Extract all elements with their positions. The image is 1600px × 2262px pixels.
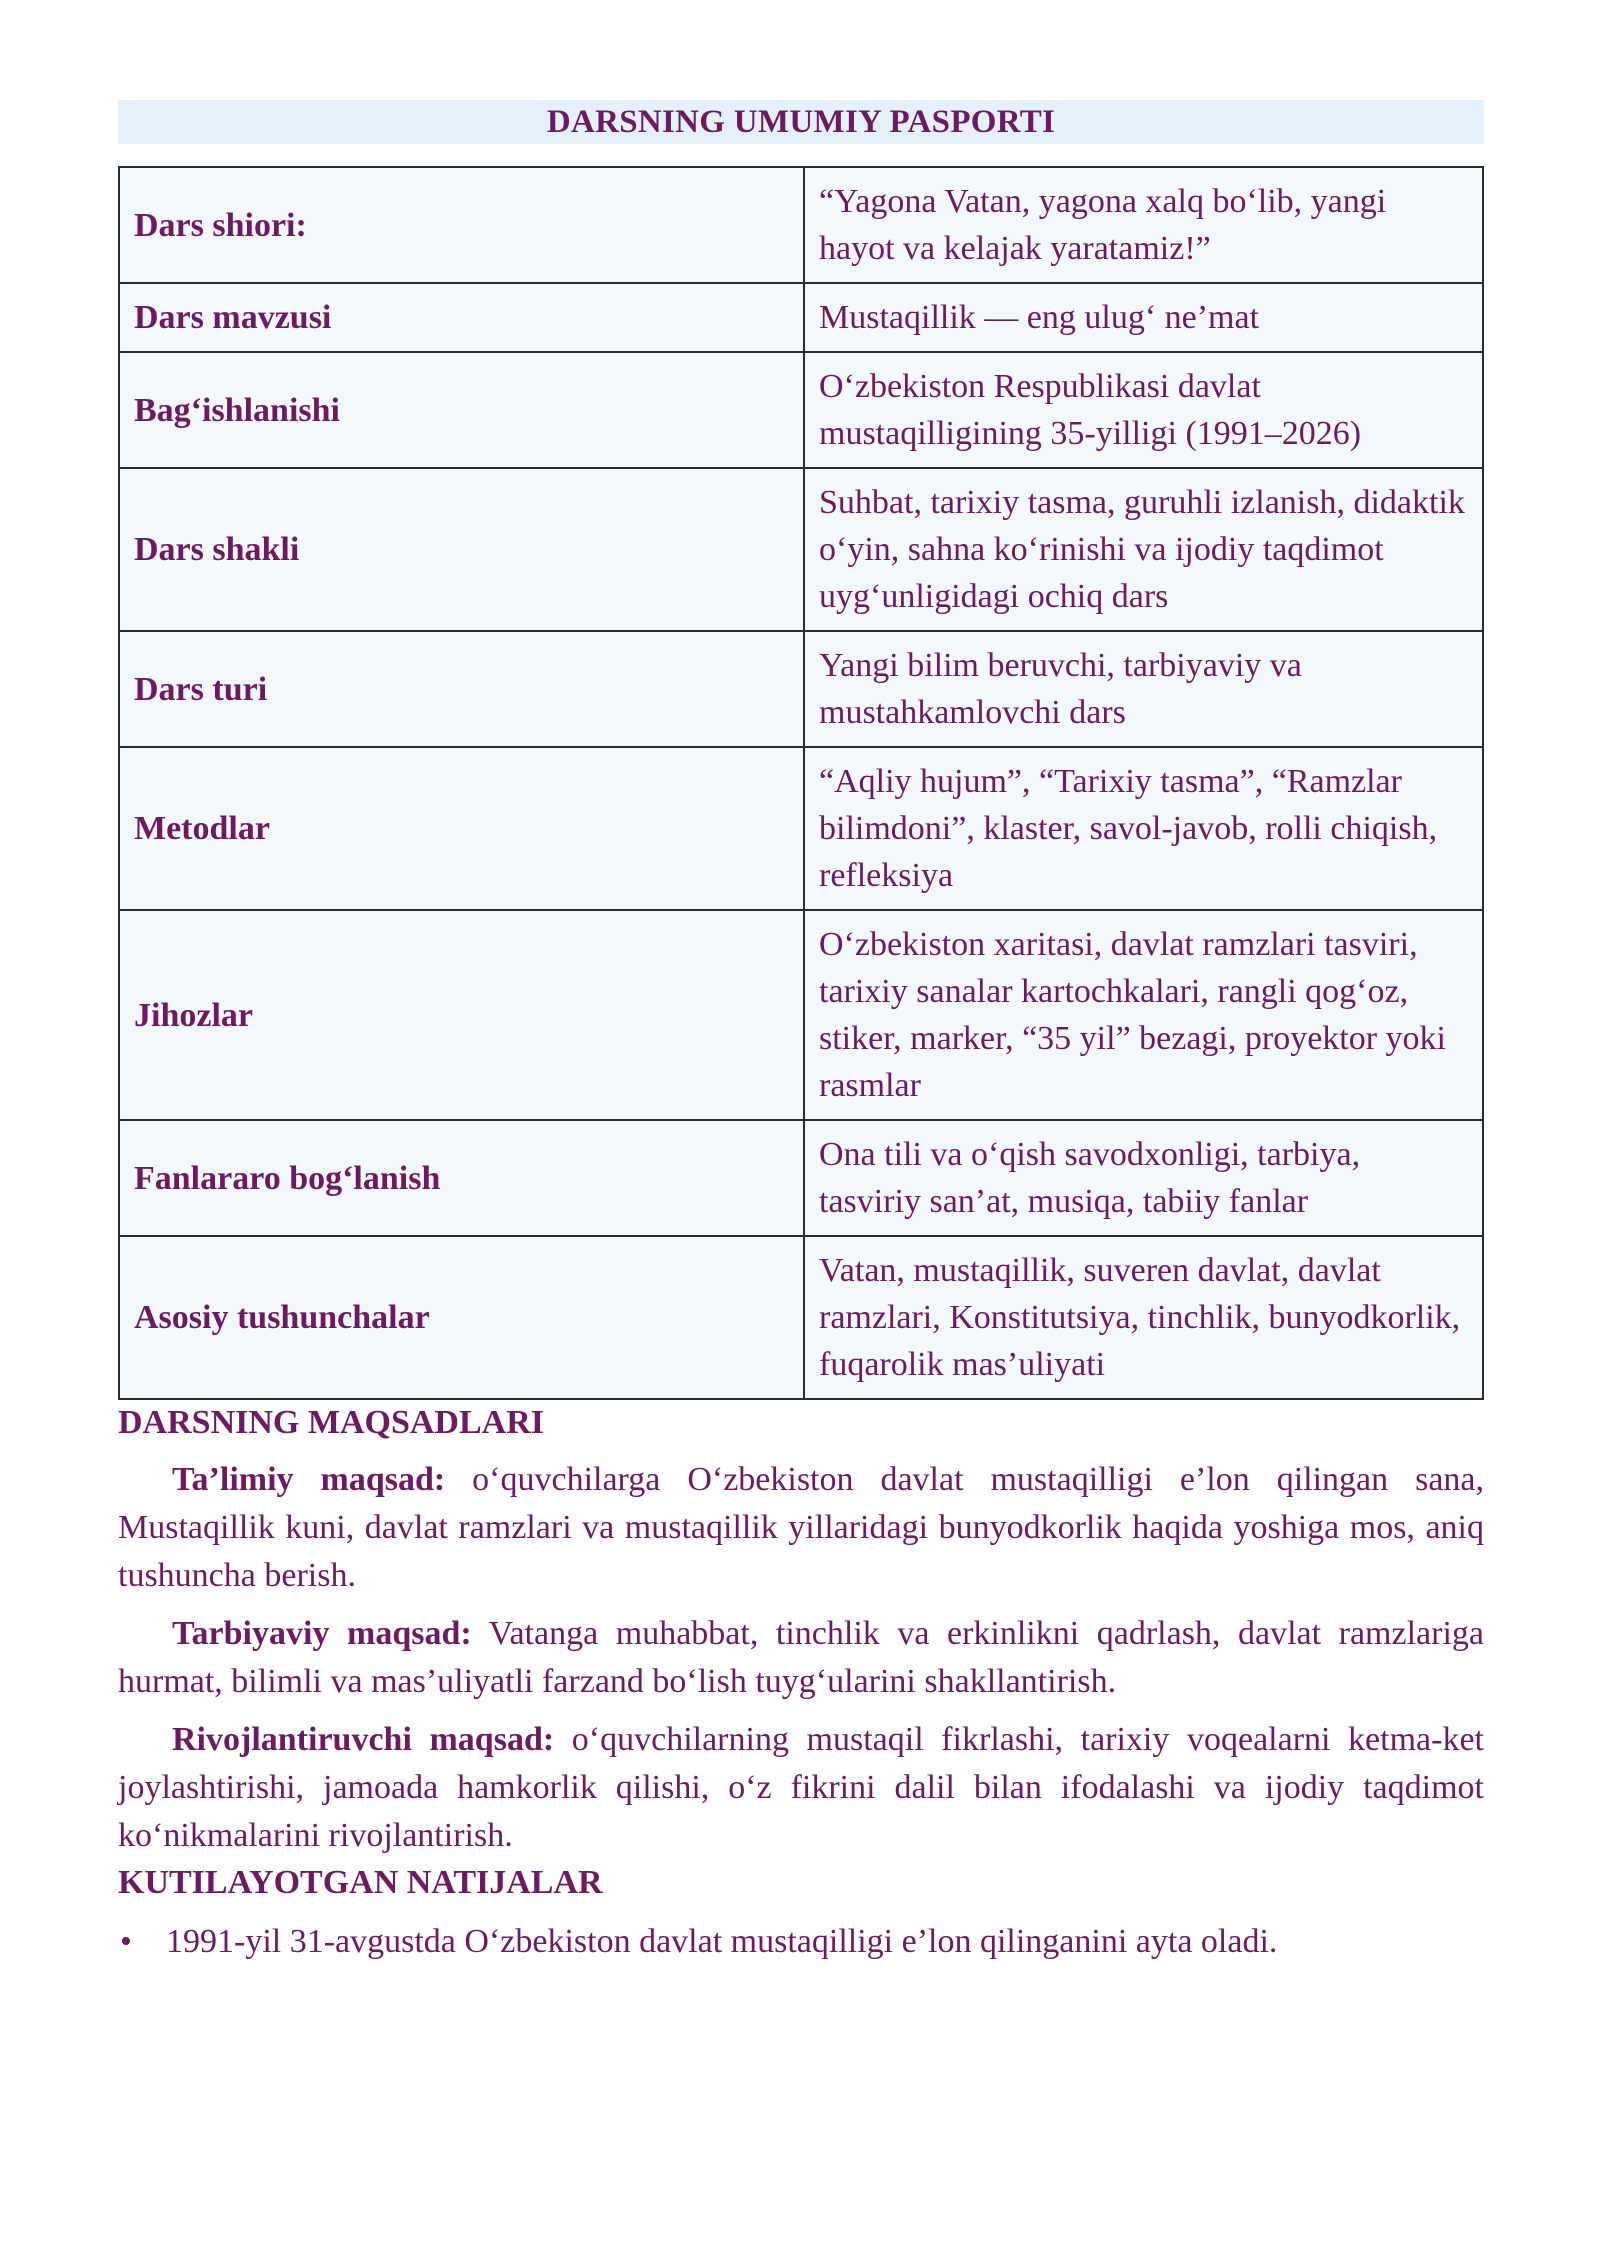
row-label: Fanlararo bog‘lanish [119,1120,804,1236]
row-value: Vatan, mustaqillik, suveren davlat, davlat ramzlari, Konstitutsiya, tinchlik, bunyodkorlik, fuqarolik mas’uliyati [804,1236,1483,1399]
bullet-icon: • [120,1923,132,1960]
passport-title: DARSNING UMUMIY PASPORTI [118,100,1484,144]
passport-table [118,166,1484,1400]
goal-lead: Ta’limiy maqsad: [172,1461,446,1498]
goal-paragraph [118,1456,1484,1600]
row-value: Mustaqillik — eng ulug‘ ne’mat [804,283,1483,352]
table-row [119,283,1483,352]
row-label: Metodlar [119,747,804,910]
row-label: Asosiy tushunchalar [119,1236,804,1399]
row-value: Ona tili va o‘qish savodxonligi, tarbiya, tasviriy san’at, musiqa, tabiiy fanlar [804,1120,1483,1236]
goal-lead: Tarbiyaviy maqsad: [172,1615,472,1652]
goal-lead: Rivojlantiruvchi maqsad: [172,1721,555,1758]
list-item [118,1918,1484,1966]
table-row [119,352,1483,468]
results-list [118,1918,1484,1966]
row-label: Dars mavzusi [119,283,804,352]
goal-text: Vatanga muhabbat, tinchlik va erkinlikni qadrlash, davlat ramzlariga hurmat, bilimli va mas’uliyatli farzand bo‘lish tuyg‘ularini shakllantirish. [118,1615,1484,1700]
row-label: Dars turi [119,631,804,747]
row-value: O‘zbekiston xaritasi, davlat ramzlari tasviri, tarixiy sanalar kartochkalari, rangli qog‘oz, stiker, marker, “35 yil” bezagi, proyektor yoki rasmlar [804,910,1483,1120]
goal-text: o‘quvchilarga O‘zbekiston davlat mustaqilligi e’lon qilingan sana, Mustaqillik kuni, davlat ramzlari va mustaqillik yillaridagi bunyodkorlik haqida yoshiga mos, aniq tushuncha berish. [118,1461,1485,1594]
table-row [119,167,1483,283]
goal-text: o‘quvchilarning mustaqil fikrlashi, tarixiy voqealarni ketma-ket joylashtirishi, jamoada hamkorlik qilishi, o‘z fikrini dalil bilan ifodalashi va ijodiy taqdimot ko‘nikmalarini rivojlantirish. [118,1721,1484,1854]
table-row [119,631,1483,747]
row-value: “Aqliy hujum”, “Tarixiy tasma”, “Ramzlar bilimdoni”, klaster, savol-javob, rolli chiqish, refleksiya [804,747,1483,910]
table-row [119,747,1483,910]
row-label: Dars shakli [119,468,804,631]
results-heading: KUTILAYOTGAN NATIJALAR [118,1864,603,1901]
row-label: Dars shiori: [119,167,804,283]
row-value: O‘zbekiston Respublikasi davlat mustaqilligining 35-yilligi (1991–2026) [804,352,1483,468]
table-row [119,910,1483,1120]
document-page [118,100,1484,1966]
goals-heading: DARSNING MAQSADLARI [118,1404,544,1441]
row-value: “Yagona Vatan, yagona xalq bo‘lib, yangi hayot va kelajak yaratamiz!” [804,167,1483,283]
table-row [119,1236,1483,1399]
table-row [119,1120,1483,1236]
goal-paragraph [118,1716,1484,1860]
row-value: Suhbat, tarixiy tasma, guruhli izlanish, didaktik o‘yin, sahna ko‘rinishi va ijodiy taqdimot uyg‘unligidagi ochiq dars [804,468,1483,631]
row-label: Jihozlar [119,910,804,1120]
row-value: Yangi bilim beruvchi, tarbiyaviy va mustahkamlovchi dars [804,631,1483,747]
row-label: Bag‘ishlanishi [119,352,804,468]
list-item-text: 1991-yil 31-avgustda O‘zbekiston davlat mustaqilligi e’lon qilinganini ayta oladi. [166,1923,1278,1960]
table-row [119,468,1483,631]
goal-paragraph [118,1610,1484,1706]
